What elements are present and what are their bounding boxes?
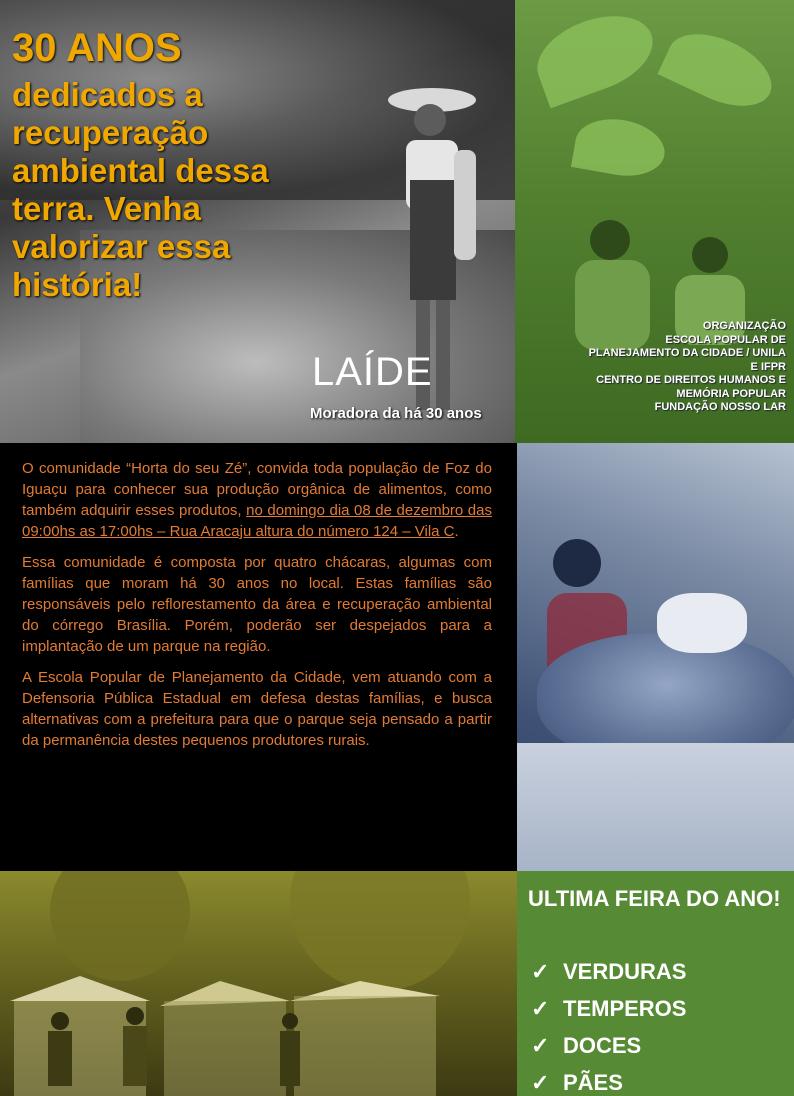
banana-leaf <box>571 113 669 183</box>
org-line: E IFPR <box>750 360 786 373</box>
product-label: PÃES <box>563 1070 623 1095</box>
checkmark-icon: ✓ <box>531 996 550 1021</box>
table-cloth <box>517 743 794 871</box>
photo-vegetable-stall <box>517 443 794 871</box>
paragraph-community: Essa comunidade é composta por quatro chácaras, algumas com famílias que moram há 30 anos no local. Estas famílias são responsáveis pelo reflorestamento da área e recuperação ambiental do córrego Brasília. Porém, poderão ser despejados para a implantação de um parque na região. <box>22 554 492 655</box>
checkmark-icon: ✓ <box>531 959 550 984</box>
headline-message: dedicados a recuperação ambiental dessa terra. Venha valorizar essa história! <box>12 76 269 303</box>
invitation-text: O comunidade “Horta do seu Zé”, convida toda população de Foz do Iguaçu para conhecer sua produção orgânica de alimentos, como também adquirir esses produtos, <box>22 460 492 519</box>
paragraph-invitation <box>22 458 492 542</box>
checkmark-icon: ✓ <box>531 1070 550 1095</box>
product-label: VERDURAS <box>563 959 687 984</box>
product-list <box>531 953 686 1096</box>
person-name: LAÍDE <box>312 350 433 394</box>
person-subtitle: Moradora da há 30 anos <box>310 405 482 422</box>
banana-leaf <box>527 2 664 109</box>
product-label: TEMPEROS <box>563 996 687 1021</box>
invitation-end: . <box>454 523 459 540</box>
event-date-location: no domingo dia 08 de dezembro das 09:00hs as 17:00hs – Rua Aracaju altura do número 124 – Vila C <box>22 502 492 540</box>
feira-box <box>517 871 794 1096</box>
organization-credits <box>546 320 786 415</box>
checkmark-icon: ✓ <box>531 1033 550 1058</box>
product-label: DOCES <box>563 1033 642 1058</box>
photo-market-tents <box>0 871 517 1096</box>
org-line: ESCOLA POPULAR DE <box>665 333 786 346</box>
headline-years: 30 ANOS <box>12 26 182 70</box>
org-line: FUNDAÇÃO NOSSO LAR <box>654 401 786 413</box>
org-line: MEMÓRIA POPULAR <box>676 387 786 400</box>
tents-illustration <box>0 871 517 1096</box>
list-item <box>531 953 686 990</box>
org-line: CENTRO DE DIREITOS HUMANOS E <box>596 374 786 386</box>
paragraph-school: A Escola Popular de Planejamento da Cidade, vem atuando com a Defensoria Pública Estadual em defesa destas famílias, e busca alternativas com a prefeitura para que o parque seja pensado a partir da permanência destes pequenos produtores rurais. <box>22 669 492 749</box>
photo-woman-forest-path <box>0 0 515 443</box>
headline <box>12 26 312 304</box>
feira-title: ULTIMA FEIRA DO ANO! <box>528 886 781 911</box>
body-text-panel <box>0 443 517 871</box>
plastic-bag <box>657 593 747 653</box>
body-text <box>22 458 492 761</box>
list-item <box>531 1027 686 1064</box>
list-item <box>531 990 686 1027</box>
org-line: ORGANIZAÇÃO <box>702 320 786 332</box>
org-line: PLANEJAMENTO DA CIDADE / UNILA <box>588 347 786 359</box>
banana-leaf <box>657 20 782 121</box>
list-item <box>531 1064 686 1096</box>
photo-garden-people <box>515 0 794 443</box>
